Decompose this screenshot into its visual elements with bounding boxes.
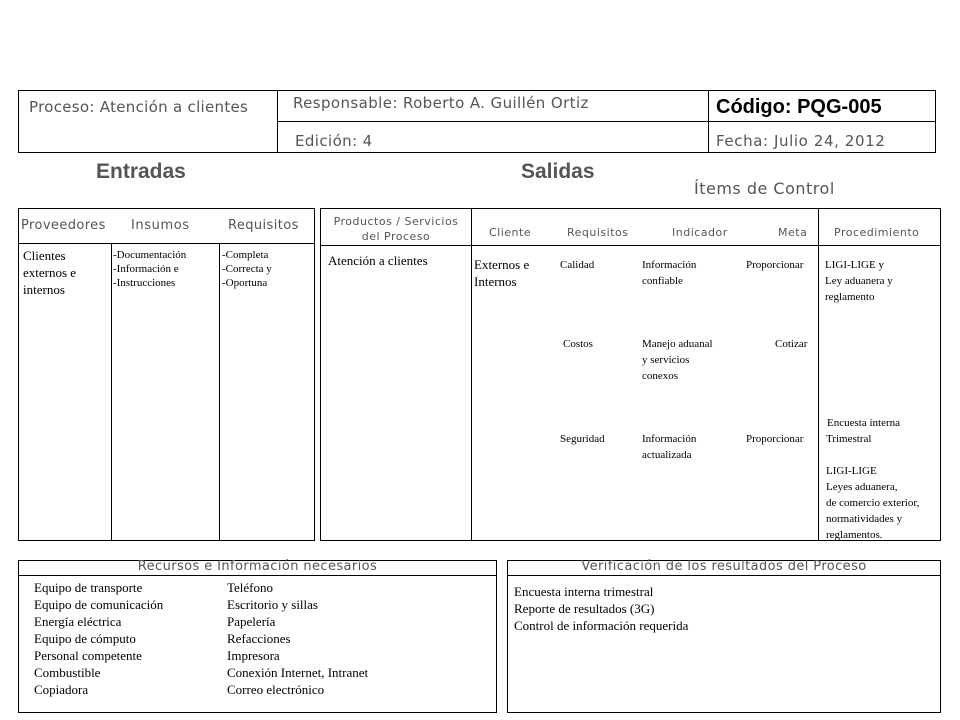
indicador-line: Información (642, 259, 697, 271)
cliente-line: Internos (474, 274, 517, 289)
proveedores-line: internos (23, 282, 65, 297)
procedimiento-line: de comercio exterior, (826, 497, 920, 509)
indicador-line: actualizada (642, 449, 692, 461)
procedimiento-line: normatividades y (826, 513, 903, 525)
procedimiento-line: LIGI-LIGE y (825, 259, 884, 271)
requisitos-cell (222, 248, 272, 290)
salidas-title: Salidas (521, 160, 595, 183)
proceso-label: Proceso: Atención a clientes (29, 98, 249, 116)
recursos-table (18, 560, 497, 713)
items-control-title: Ítems de Control (694, 179, 835, 198)
requisitos-line: -Correcta y (222, 263, 272, 275)
recursos-title: Recursos e Información necesarios (137, 559, 378, 574)
meta-seguridad: Proporcionar (746, 433, 804, 445)
procedimiento-line (826, 447, 942, 463)
fecha-label: Fecha: Julio 24, 2012 (716, 132, 886, 150)
header-requisitos: Requisitos (228, 218, 299, 233)
codigo-label: Código: PQG-005 (716, 96, 882, 118)
procedimiento-line: Ley aduanera y (825, 275, 893, 287)
procedimiento-encuesta: Encuesta interna (827, 417, 900, 429)
recurso-item: Personal competente (34, 648, 142, 663)
header-proveedores: Proveedores (21, 218, 106, 233)
requisitos-line: -Completa (222, 249, 269, 261)
verificacion-item: Control de información requerida (514, 618, 689, 633)
edicion-label: Edición: 4 (295, 132, 373, 150)
meta-costos: Cotizar (775, 338, 808, 350)
proveedores-line: externos e (23, 265, 77, 280)
recurso-item: Combustible (34, 665, 101, 680)
header-procedimiento: Procedimiento (834, 226, 920, 239)
procedimiento-line: Leyes aduanera, (826, 481, 898, 493)
meta-calidad: Proporcionar (746, 259, 804, 271)
salidas-table (320, 208, 941, 541)
recurso-item: Equipo de transporte (34, 580, 143, 595)
indicador-line: Manejo aduanal (642, 338, 713, 350)
indicador-calidad (642, 257, 696, 289)
recurso-item: Equipo de comunicación (34, 597, 164, 612)
recurso-item: Energía eléctrica (34, 614, 122, 629)
header-table (18, 90, 936, 153)
recurso-item: Equipo de cómputo (34, 631, 136, 646)
insumos-line: -Información e (113, 263, 179, 275)
procedimiento-calidad (825, 257, 893, 305)
verificacion-item: Encuesta interna trimestral (514, 584, 654, 599)
insumos-cell (113, 248, 186, 290)
procedimiento-line: reglamento (825, 291, 875, 303)
procedimiento-seguridad (826, 431, 942, 543)
recursos-col1 (34, 579, 163, 698)
requisito-seguridad: Seguridad (560, 433, 605, 445)
recurso-item: Conexión Internet, Intranet (227, 665, 369, 680)
indicador-line: confiable (642, 275, 683, 287)
entradas-title: Entradas (96, 160, 186, 183)
requisitos-line: -Oportuna (222, 277, 268, 289)
verificacion-table (507, 560, 941, 713)
proveedores-line: Clientes (23, 248, 66, 263)
verificacion-item: Reporte de resultados (3G) (514, 601, 655, 616)
recurso-item: Impresora (227, 648, 280, 663)
recurso-item: Correo electrónico (227, 682, 325, 697)
header-requisitos: Requisitos (567, 226, 629, 239)
indicador-seguridad (642, 431, 696, 463)
procedimiento-line: reglamentos. (826, 529, 883, 541)
recursos-col2 (227, 579, 368, 698)
producto-cell: Atención a clientes (328, 253, 428, 268)
procedimiento-line: Trimestral (826, 433, 872, 445)
entradas-table (18, 208, 315, 541)
requisito-costos: Costos (563, 338, 593, 350)
recurso-item: Copiadora (34, 682, 89, 697)
cliente-line: Externos e (474, 257, 530, 272)
responsable-label: Responsable: Roberto A. Guillén Ortiz (293, 94, 589, 112)
cliente-cell (474, 256, 529, 290)
header-insumos: Insumos (131, 218, 190, 233)
insumos-line: -Instrucciones (113, 277, 176, 289)
recurso-item: Papelería (227, 614, 276, 629)
header-meta: Meta (778, 226, 808, 239)
verificacion-list (514, 583, 688, 634)
requisito-calidad: Calidad (560, 259, 595, 271)
recurso-item: Refacciones (227, 631, 291, 646)
header-indicador: Indicador (672, 226, 728, 239)
recurso-item: Escritorio y sillas (227, 597, 318, 612)
procedimiento-line: LIGI-LIGE (826, 465, 877, 477)
proveedores-cell (23, 247, 76, 298)
recurso-item: Teléfono (227, 580, 274, 595)
indicador-line: y servicios (642, 354, 690, 366)
header-cliente: Cliente (489, 226, 532, 239)
header-productos: Productos / Servicios del Proceso (333, 215, 459, 243)
insumos-line: -Documentación (113, 249, 187, 261)
indicador-line: Información (642, 433, 697, 445)
verificacion-title: Verificación de los resultados del Proceso (581, 559, 867, 574)
indicador-line: conexos (642, 370, 679, 382)
indicador-costos (642, 336, 713, 384)
